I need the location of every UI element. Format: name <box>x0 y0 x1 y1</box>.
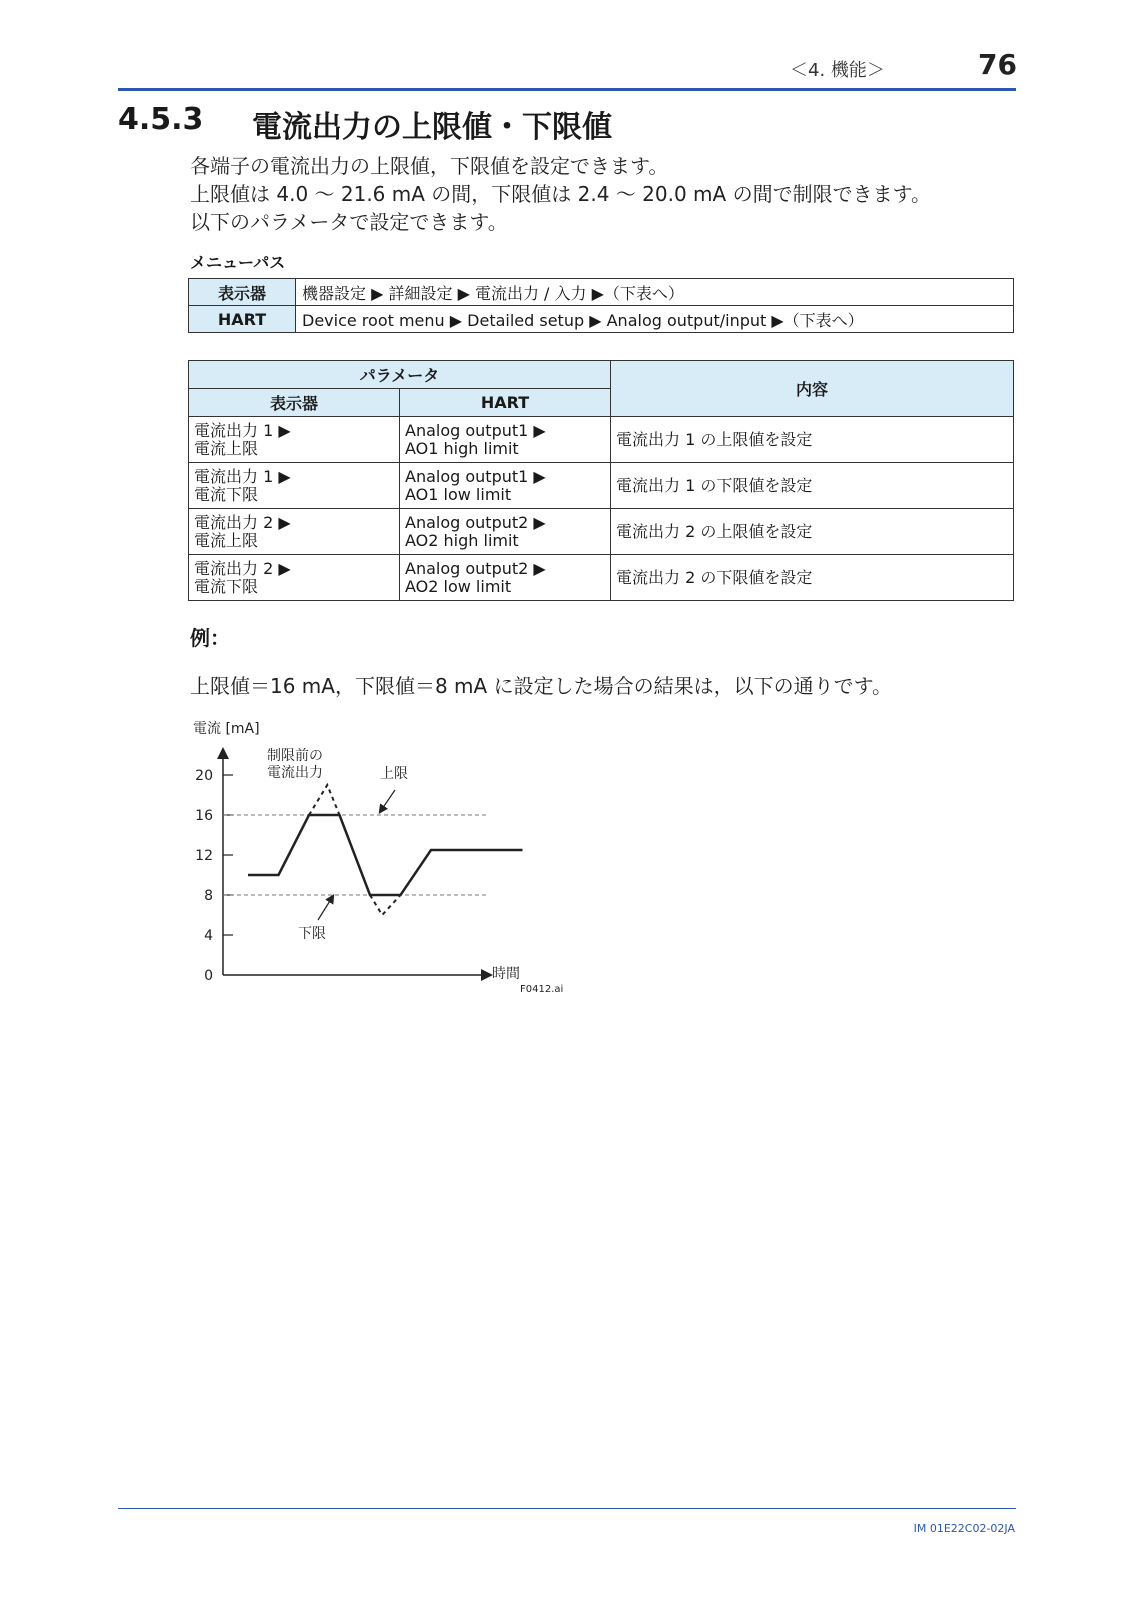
figure-id: F0412.ai <box>520 984 564 995</box>
table-row <box>189 463 1014 509</box>
section-title: 電流出力の上限値・下限値 <box>252 110 612 145</box>
hart-cell: Analog output1 ▶ AO1 high limit <box>400 417 611 463</box>
limited-output-line <box>248 815 523 895</box>
y-tick-label: 8 <box>204 888 213 904</box>
intro-line-3: 以下のパラメータで設定できます。 <box>190 210 508 234</box>
content-cell: 電流出力 1 の上限値を設定 <box>611 417 1014 463</box>
y-tick-label: 4 <box>204 928 213 944</box>
page-number: 76 <box>978 48 1017 81</box>
menu-path-table <box>188 278 1014 333</box>
header-parameter: パラメータ <box>189 361 611 389</box>
table-row <box>189 555 1014 601</box>
menu-path-value: 機器設定 ▶ 詳細設定 ▶ 電流出力 / 入力 ▶（下表へ） <box>296 279 1014 306</box>
parameter-table <box>188 360 1014 601</box>
hart-cell: Analog output2 ▶ AO2 low limit <box>400 555 611 601</box>
example-text: 上限値＝16 mA，下限値＝8 mA に設定した場合の結果は，以下の通りです。 <box>190 674 892 698</box>
display-cell: 電流出力 2 ▶ 電流上限 <box>189 509 400 555</box>
pre-limit-annotation-line2: 電流出力 <box>267 765 323 781</box>
y-tick-label: 0 <box>204 968 213 984</box>
upper-limit-annotation: 上限 <box>380 766 408 782</box>
lower-limit-annotation: 下限 <box>298 926 326 942</box>
header-display: 表示器 <box>189 389 400 417</box>
x-axis-label: 時間 <box>492 966 520 982</box>
menu-path-key: 表示器 <box>189 279 296 306</box>
intro-line-2: 上限値は 4.0 ～ 21.6 mA の間，下限値は 2.4 ～ 20.0 mA の間で制限できます。 <box>190 182 931 206</box>
display-cell: 電流出力 2 ▶ 電流下限 <box>189 555 400 601</box>
y-tick-label: 16 <box>195 808 213 824</box>
y-tick-label: 20 <box>195 768 213 784</box>
lower-pointer <box>318 896 333 920</box>
pre-limit-annotation-line1: 制限前の <box>267 748 323 764</box>
header-section: ＜4. 機能＞ <box>790 60 885 81</box>
table-row <box>189 509 1014 555</box>
hart-cell: Analog output1 ▶ AO1 low limit <box>400 463 611 509</box>
header-content: 内容 <box>611 361 1014 417</box>
menu-path-row <box>189 279 1014 306</box>
header-hart: HART <box>400 389 611 417</box>
menu-path-key: HART <box>189 306 296 333</box>
upper-pointer <box>380 790 395 812</box>
pre-limit-output-line <box>309 785 340 815</box>
header-rule <box>118 88 1016 91</box>
footer-doc-id: IM 01E22C02-02JA <box>913 1522 1015 1535</box>
y-axis-label: 電流 [mA] <box>193 721 260 737</box>
table-row <box>189 417 1014 463</box>
menu-path-row <box>189 306 1014 333</box>
menu-path-value: Device root menu ▶ Detailed setup ▶ Analog output/input ▶（下表へ） <box>296 306 1014 333</box>
content-cell: 電流出力 2 の上限値を設定 <box>611 509 1014 555</box>
section-number: 4.5.3 <box>118 102 204 137</box>
hart-cell: Analog output2 ▶ AO2 high limit <box>400 509 611 555</box>
display-cell: 電流出力 1 ▶ 電流上限 <box>189 417 400 463</box>
example-label: 例： <box>190 626 230 650</box>
menu-path-label: メニューパス <box>190 253 286 272</box>
pre-limit-output-line <box>370 895 401 915</box>
footer-rule <box>118 1508 1016 1509</box>
content-cell: 電流出力 2 の下限値を設定 <box>611 555 1014 601</box>
display-cell: 電流出力 1 ▶ 電流下限 <box>189 463 400 509</box>
y-tick-label: 12 <box>195 848 213 864</box>
content-cell: 電流出力 1 の下限値を設定 <box>611 463 1014 509</box>
intro-line-1: 各端子の電流出力の上限値，下限値を設定できます。 <box>190 154 669 178</box>
